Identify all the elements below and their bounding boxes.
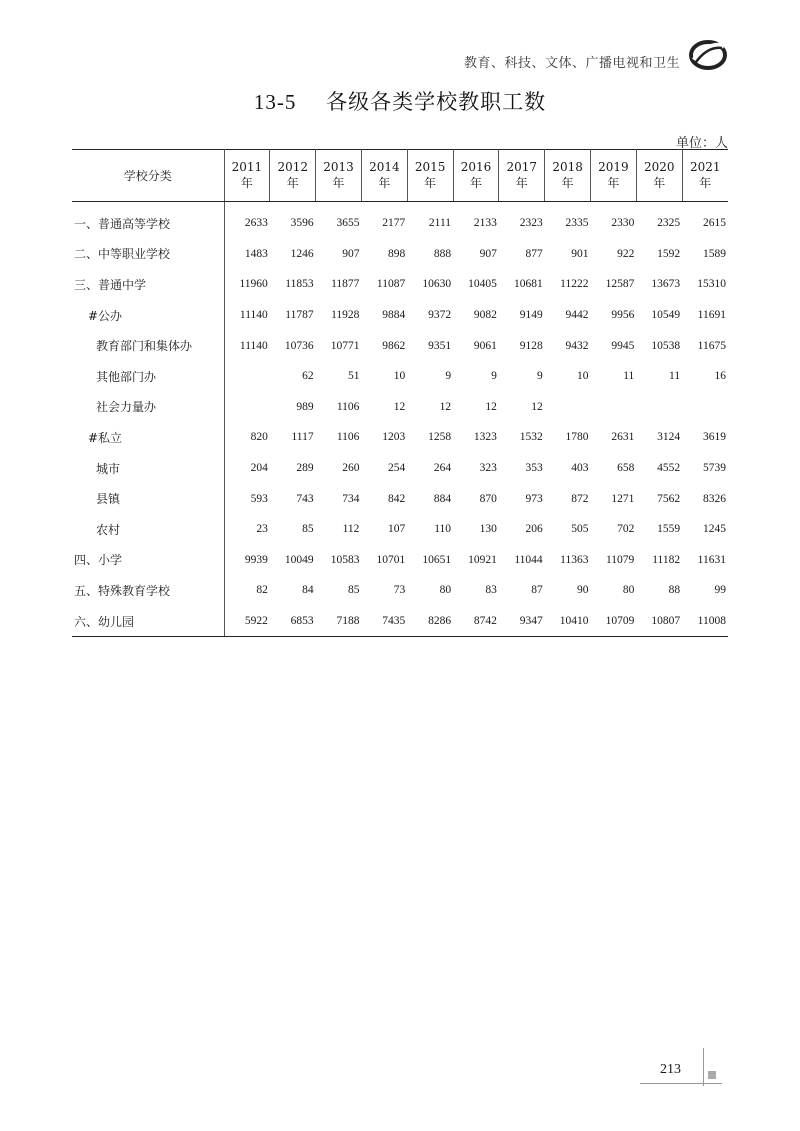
header-year: 2014 年 (361, 150, 407, 202)
table-cell: 11008 (682, 606, 728, 637)
table-cell: 9347 (499, 606, 545, 637)
table-cell: 323 (479, 462, 497, 475)
table-cell: 898 (388, 247, 406, 260)
table-cell: 2633 (244, 217, 268, 230)
table-cell: 1245 (703, 523, 726, 536)
table-cell: 88 (668, 584, 681, 597)
header-year: 2019 年 (591, 150, 637, 202)
table-cell (591, 392, 637, 423)
table-row (72, 514, 728, 545)
table-row (72, 202, 728, 239)
table-cell: 7435 (361, 606, 407, 637)
table-cell: 51 (347, 370, 360, 383)
row-label: 其他部门办 (72, 361, 224, 392)
table-cell: 85 (302, 523, 314, 536)
table-cell: 16 (714, 370, 726, 383)
table-cell: 9149 (519, 309, 543, 322)
table-cell: 10921 (468, 553, 497, 566)
table-cell: 8326 (703, 492, 726, 505)
table-cell: 11140 (239, 339, 268, 352)
table-cell: 907 (479, 247, 497, 260)
row-label: 五、特殊教育学校 (72, 575, 224, 606)
table-cell: 1106 (336, 400, 360, 413)
row-label: #公办 (72, 300, 224, 331)
footer-divider-vertical (703, 1048, 704, 1086)
table-cell: 10736 (284, 339, 314, 352)
footer-divider-horizontal (640, 1083, 722, 1084)
row-label: 三、普通中学 (72, 269, 224, 300)
row-label: 一、普通高等学校 (72, 202, 224, 239)
table-cell: 10583 (330, 553, 360, 566)
table-row (72, 361, 728, 392)
table-cell: 10049 (284, 553, 314, 566)
row-label: 社会力量办 (72, 392, 224, 423)
row-label: 二、中等职业学校 (72, 239, 224, 270)
table-cell: 734 (342, 492, 360, 505)
table-cell: 87 (531, 584, 543, 597)
table-cell: 1592 (657, 247, 681, 260)
table-cell: 2111 (428, 217, 452, 230)
row-label: 四、小学 (72, 545, 224, 576)
table-cell: 10 (393, 370, 406, 383)
table-cell: 254 (388, 462, 406, 475)
table-cell: 877 (525, 247, 543, 260)
table-row (72, 453, 728, 484)
table-row (72, 300, 728, 331)
table-cell: 4552 (657, 462, 681, 475)
table-cell: 11222 (560, 278, 589, 291)
table-cell: 9432 (565, 339, 589, 352)
header-year: 2020 年 (636, 150, 682, 202)
table-cell: 7562 (657, 492, 681, 505)
table-cell: 403 (571, 462, 589, 475)
table-cell: 10538 (651, 339, 681, 352)
table-cell: 10630 (422, 278, 452, 291)
table-cell: 1323 (473, 431, 497, 444)
table-cell: 9862 (382, 339, 406, 352)
table-cell (682, 392, 728, 423)
table-cell: 1589 (703, 247, 726, 260)
table-cell: 130 (479, 523, 497, 536)
table-cell: 11363 (560, 553, 589, 566)
table-row (72, 392, 728, 423)
table-cell: 5922 (224, 606, 270, 637)
table-row (72, 483, 728, 514)
table-cell: 11044 (514, 553, 543, 566)
table-cell (224, 392, 270, 423)
table-cell: 107 (388, 523, 406, 536)
header-year: 2012 年 (270, 150, 316, 202)
header-year: 2021 年 (682, 150, 728, 202)
table-row (72, 422, 728, 453)
table-cell: 9351 (428, 339, 452, 352)
table-cell: 2631 (611, 431, 635, 444)
table-cell: 11960 (239, 278, 268, 291)
table-cell: 11928 (331, 309, 360, 322)
row-label: 教育部门和集体办 (72, 330, 224, 361)
header-year: 2017 年 (499, 150, 545, 202)
table-cell: 3619 (703, 431, 726, 444)
footer-square-icon (708, 1071, 716, 1079)
table-cell: 702 (617, 523, 635, 536)
table-cell: 2325 (657, 217, 681, 230)
table-cell: 62 (302, 370, 314, 383)
table-row (72, 606, 728, 637)
table-cell: 11182 (652, 553, 681, 566)
table-cell (636, 392, 682, 423)
table-cell: 10549 (651, 309, 681, 322)
table-cell: 1559 (657, 523, 681, 536)
table-cell: 11631 (697, 553, 726, 566)
table-cell: 743 (296, 492, 314, 505)
table-cell: 1532 (519, 431, 543, 444)
table-cell: 82 (256, 584, 268, 597)
table-cell: 11140 (239, 309, 268, 322)
table-cell: 505 (571, 523, 589, 536)
table-cell: 10709 (591, 606, 637, 637)
table-row (72, 545, 728, 576)
table-cell: 11 (623, 370, 635, 383)
table-cell: 99 (714, 584, 726, 597)
table-cell: 85 (347, 584, 360, 597)
table-cell: 13673 (651, 278, 681, 291)
table-cell: 10410 (545, 606, 591, 637)
table-cell: 9372 (428, 309, 452, 322)
table-cell: 289 (296, 462, 314, 475)
row-label: 县镇 (72, 483, 224, 514)
table-cell: 973 (525, 492, 543, 505)
table-cell: 11691 (697, 309, 726, 322)
table-cell: 3596 (290, 217, 314, 230)
table-cell: 842 (388, 492, 406, 505)
page-number: 213 (660, 1062, 681, 1077)
table-cell: 9 (445, 370, 452, 383)
table-cell: 5739 (703, 462, 726, 475)
table-cell: 1117 (291, 431, 314, 444)
table-number: 13-5 (253, 90, 297, 114)
table-cell: 10701 (376, 553, 406, 566)
table-cell: 2615 (703, 217, 726, 230)
table-cell: 73 (393, 584, 406, 597)
table-row (72, 330, 728, 361)
table-cell: 1258 (428, 431, 452, 444)
table-cell: 884 (433, 492, 452, 505)
header-year: 2018 年 (545, 150, 591, 202)
table-cell: 1780 (565, 431, 589, 444)
table-cell: 2323 (519, 217, 543, 230)
table-cell: 820 (250, 431, 268, 444)
header-year: 2011 年 (224, 150, 270, 202)
table-cell: 658 (617, 462, 635, 475)
table-cell: 11 (669, 370, 681, 383)
table-cell (545, 392, 591, 423)
table-cell: 3655 (336, 217, 360, 230)
table-cell: 1106 (336, 431, 360, 444)
header-year: 2016 年 (453, 150, 499, 202)
page-title (0, 86, 800, 116)
table-cell: 1271 (611, 492, 635, 505)
table-cell: 3124 (657, 431, 681, 444)
staff-table (72, 149, 728, 637)
table-cell: 2177 (382, 217, 406, 230)
table-cell: 9061 (473, 339, 497, 352)
table-cell (224, 361, 270, 392)
table-cell: 9442 (565, 309, 589, 322)
table-row (72, 269, 728, 300)
table-cell: 10 (577, 370, 589, 383)
table-cell: 84 (302, 584, 314, 597)
table-cell: 870 (479, 492, 497, 505)
table-cell: 90 (577, 584, 589, 597)
table-cell: 12587 (605, 278, 635, 291)
table-cell: 8742 (453, 606, 499, 637)
table-cell: 872 (571, 492, 589, 505)
table-cell: 206 (525, 523, 543, 536)
table-cell: 80 (622, 584, 635, 597)
table-cell: 9128 (519, 339, 543, 352)
table-title: 各级各类学校教职工数 (326, 90, 547, 114)
table-cell: 9945 (611, 339, 635, 352)
table-cell: 9 (536, 370, 543, 383)
table-cell: 9082 (473, 309, 497, 322)
table-cell: 23 (256, 523, 268, 536)
table-cell: 593 (250, 492, 268, 505)
table-cell: 10405 (468, 278, 497, 291)
table-cell: 260 (342, 462, 360, 475)
table-cell: 10651 (422, 553, 452, 566)
table-cell: 11877 (331, 278, 360, 291)
table-cell: 2335 (565, 217, 589, 230)
table-cell: 264 (433, 462, 452, 475)
table-cell: 11079 (605, 553, 635, 566)
header-category: 学校分类 (72, 150, 224, 202)
header-year: 2015 年 (407, 150, 453, 202)
table-cell: 10681 (513, 278, 543, 291)
row-label: 六、幼儿园 (72, 606, 224, 637)
table-row (72, 239, 728, 270)
table-cell: 12 (393, 400, 406, 413)
row-label: #私立 (72, 422, 224, 453)
table-cell: 112 (342, 523, 360, 536)
table-cell: 7188 (316, 606, 362, 637)
table-cell: 204 (250, 462, 268, 475)
table-cell: 922 (617, 247, 635, 260)
table-row (72, 575, 728, 606)
table-cell: 11787 (285, 309, 314, 322)
table-cell: 10807 (636, 606, 682, 637)
table-cell: 2330 (611, 217, 635, 230)
table-cell: 12 (531, 400, 543, 413)
table-cell: 1203 (382, 431, 406, 444)
table-cell: 1483 (244, 247, 268, 260)
unit-label: 单位：人 (675, 136, 728, 151)
table-cell: 989 (296, 400, 314, 413)
table-header-row (72, 150, 728, 202)
running-header: 教育、科技、文体、广播电视和卫生 (463, 56, 680, 71)
table-cell: 80 (439, 584, 452, 597)
table-cell: 11087 (376, 278, 406, 291)
table-cell: 1246 (290, 247, 314, 260)
table-cell: 9884 (382, 309, 406, 322)
table-cell: 907 (342, 247, 360, 260)
table-cell: 9956 (611, 309, 635, 322)
row-label: 城市 (72, 453, 224, 484)
table-cell: 110 (434, 523, 452, 536)
table-cell: 10771 (330, 339, 360, 352)
table-cell: 12 (439, 400, 452, 413)
statistics-logo-icon (688, 38, 728, 72)
table-cell: 888 (433, 247, 452, 260)
table-cell: 353 (525, 462, 543, 475)
row-label: 农村 (72, 514, 224, 545)
table-cell: 12 (485, 400, 497, 413)
table-cell: 83 (485, 584, 497, 597)
table-cell: 9 (491, 370, 497, 383)
header-year: 2013 年 (316, 150, 362, 202)
table-cell: 8286 (407, 606, 453, 637)
table-cell: 9939 (244, 553, 268, 566)
table-cell: 901 (571, 247, 589, 260)
table-cell: 11675 (697, 339, 726, 352)
table-cell: 2133 (473, 217, 497, 230)
table-cell: 6853 (270, 606, 316, 637)
table-cell: 11853 (285, 278, 314, 291)
table-cell: 15310 (697, 278, 726, 291)
